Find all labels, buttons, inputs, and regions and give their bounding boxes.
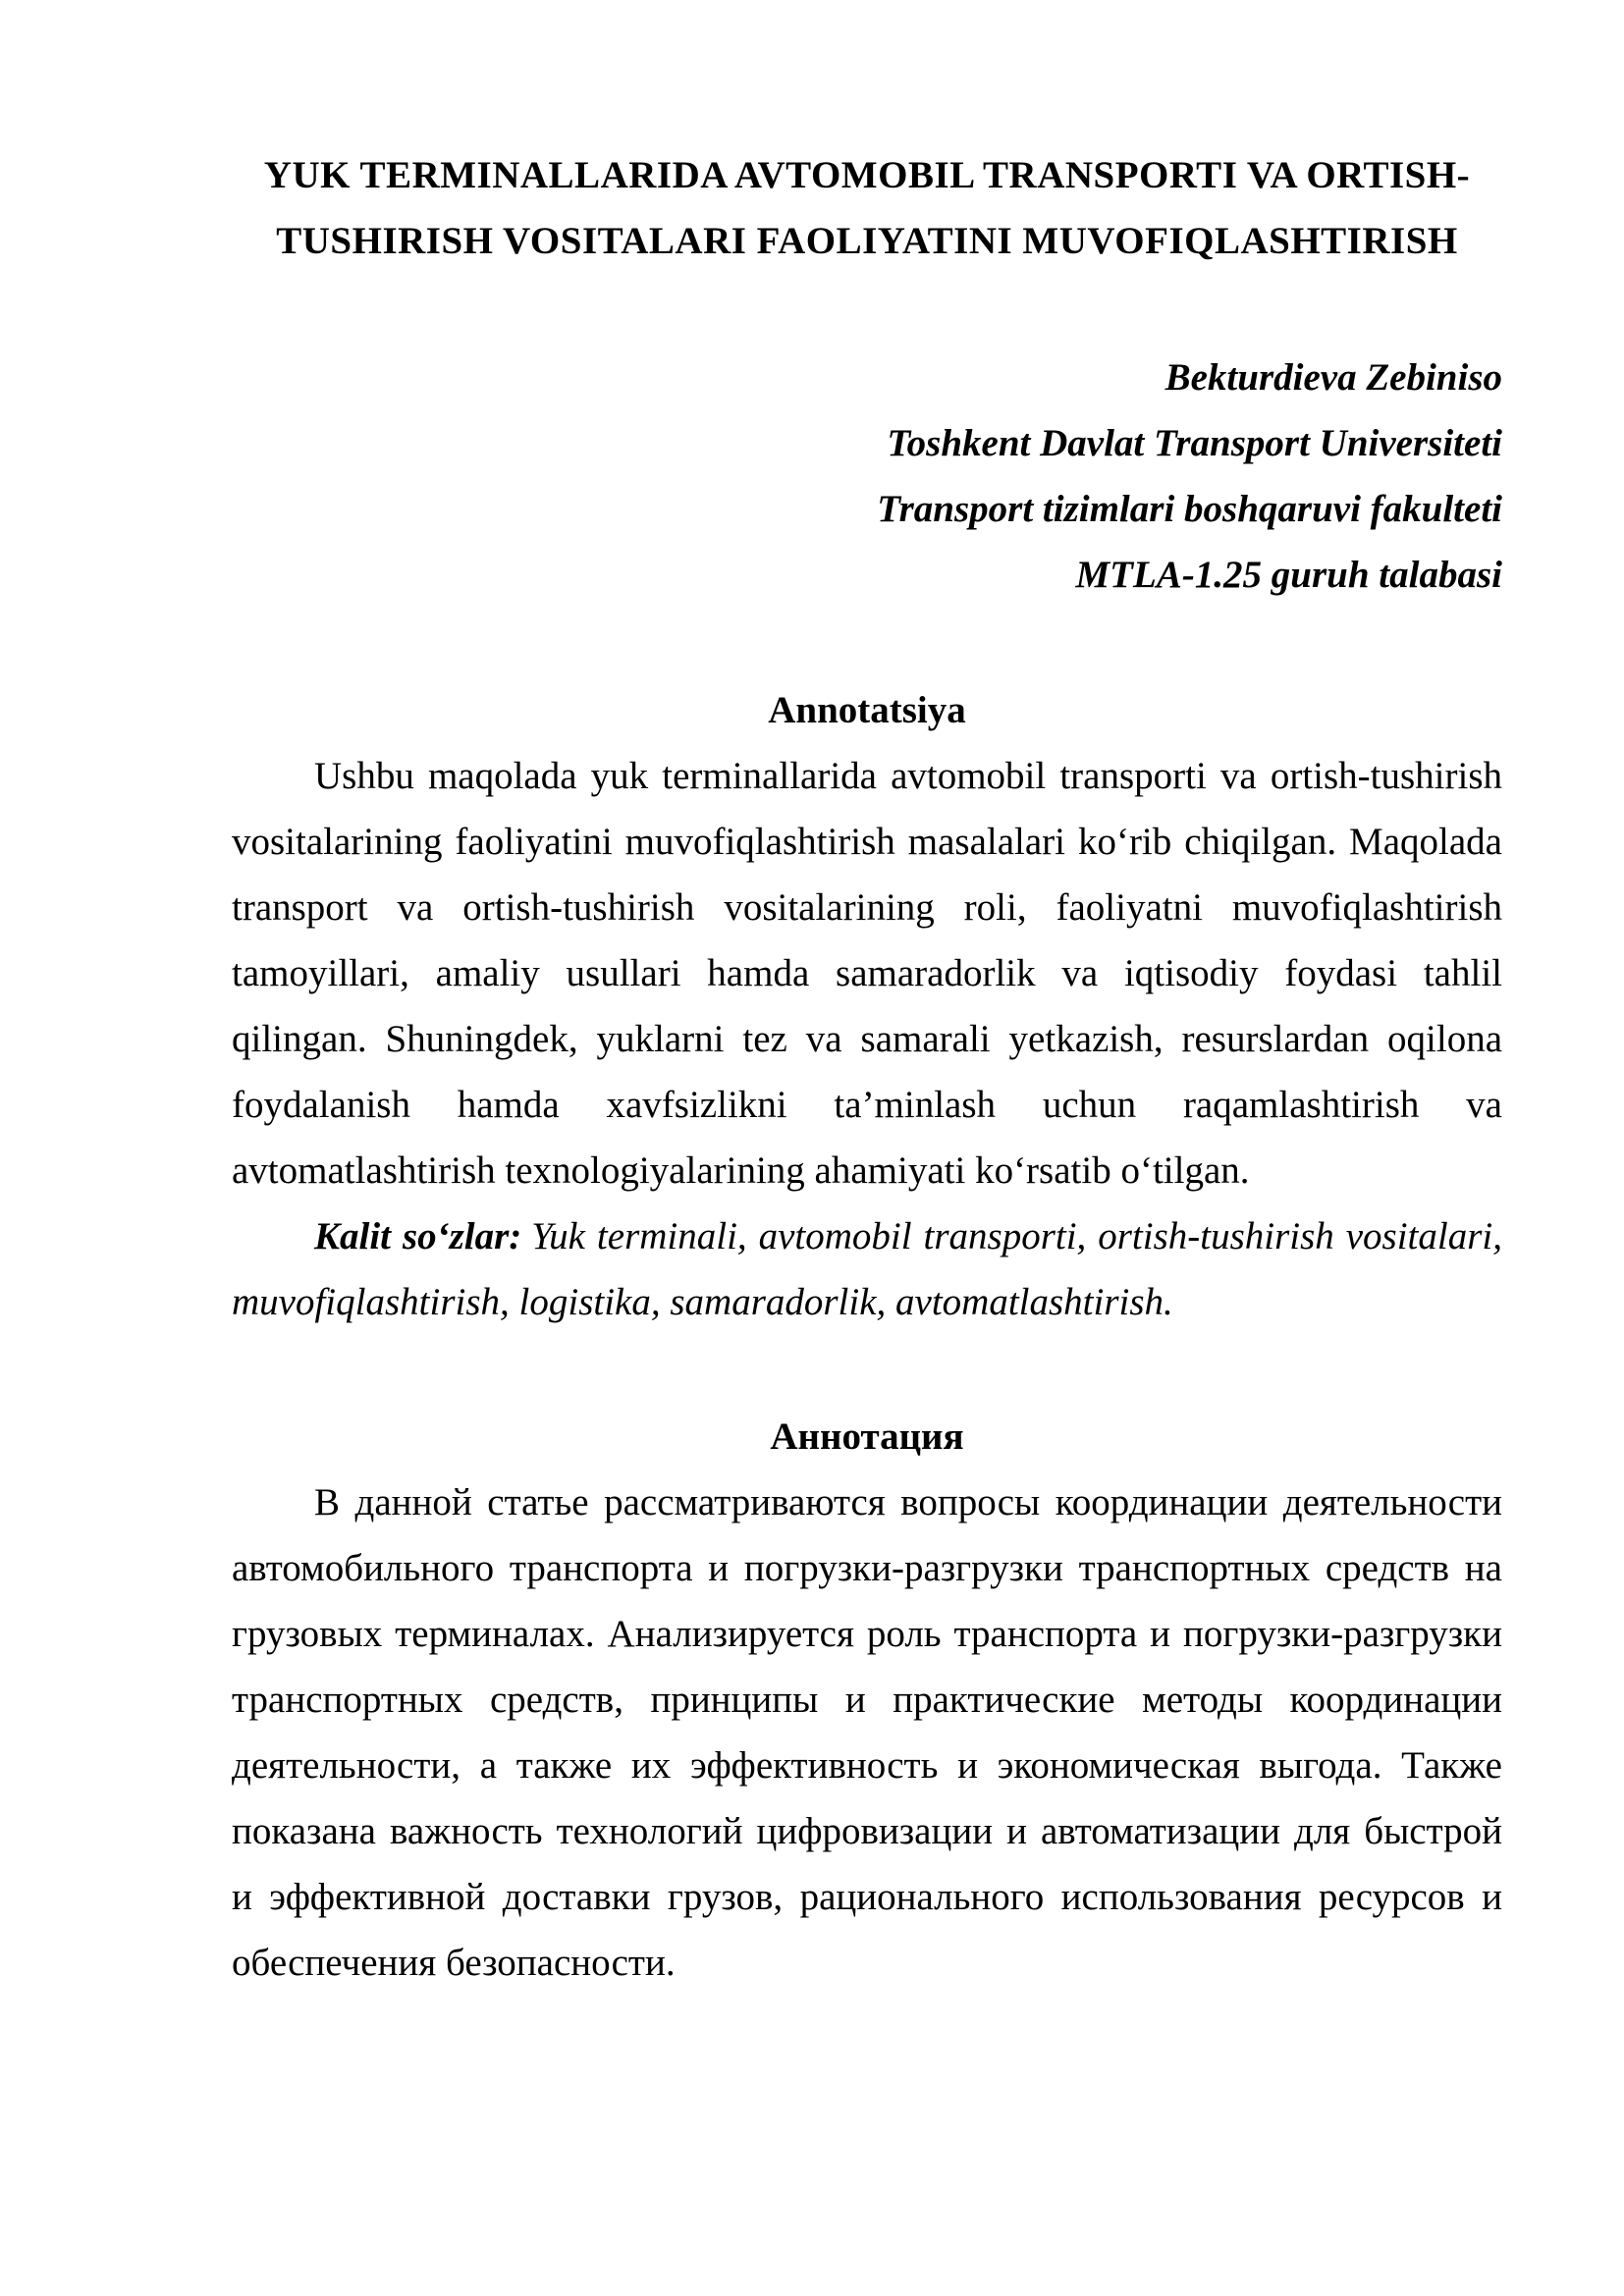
annotation-uz-heading: Annotatsiya [768, 689, 966, 731]
annotation-ru-heading: Аннотация [770, 1415, 964, 1458]
author-faculty: Transport tizimlari boshqaruvi fakulteti [877, 488, 1502, 530]
annotation-ru-section [232, 1404, 1502, 1996]
annotation-uz-section [232, 677, 1502, 1335]
keywords-label: Kalit so‘zlar: [314, 1215, 522, 1257]
author-university: Toshkent Davlat Transport Universiteti [887, 422, 1502, 464]
article-title-line-1: YUK TERMINALLARIDA AVTOMOBIL TRANSPORTI VA ORTISH- [263, 154, 1471, 196]
article-title [232, 142, 1502, 274]
keywords-paragraph [232, 1203, 1502, 1335]
author-group: MTLA-1.25 guruh talabasi [1075, 554, 1502, 596]
author-name: Bekturdieva Zebiniso [1164, 356, 1502, 399]
author-block [232, 345, 1502, 608]
annotation-uz-body: Ushbu maqolada yuk terminallarida avtomobil transporti va ortish-tushirish vositalarining faoliyatini muvofiqlashtirish masalalari ko‘rib chiqilgan. Maqolada transport va ortish-tushirish vositalarining roli, faoliyatni muvofiqlashtirish tamoyillari, amaliy usullari hamda samaradorlik va iqtisodiy foydasi tahlil qilingan. Shuningdek, yuklarni tez va samarali yetkazish, resurslardan oqilona foydalanish hamda xavfsizlikni ta’minlash uchun raqamlashtirish va avtomatlashtirish texnologiyalarining ahamiyati ko‘rsatib o‘tilgan. [232, 755, 1502, 1192]
keywords-text: Yuk terminali, avtomobil transporti, ortish-tushirish vositalari, muvofiqlashtirish, logistika, samaradorlik, avtomatlashtirish. [232, 1215, 1502, 1323]
annotation-ru-body: В данной статье рассматриваются вопросы координации деятельности автомобильного транспорта и погрузки-разгрузки транспортных средств на грузовых терминалах. Анализируется роль транспорта и погрузки-разгрузки транспортных средств, принципы и практические методы координации деятельности, а также их эффективность и экономическая выгода. Также показана важность технологий цифровизации и автоматизации для быстрой и эффективной доставки грузов, рационального использования ресурсов и обеспечения безопасности. [232, 1481, 1502, 1984]
article-title-line-2: TUSHIRISH VOSITALARI FAOLIYATINI MUVOFIQLASHTIRISH [276, 220, 1458, 262]
